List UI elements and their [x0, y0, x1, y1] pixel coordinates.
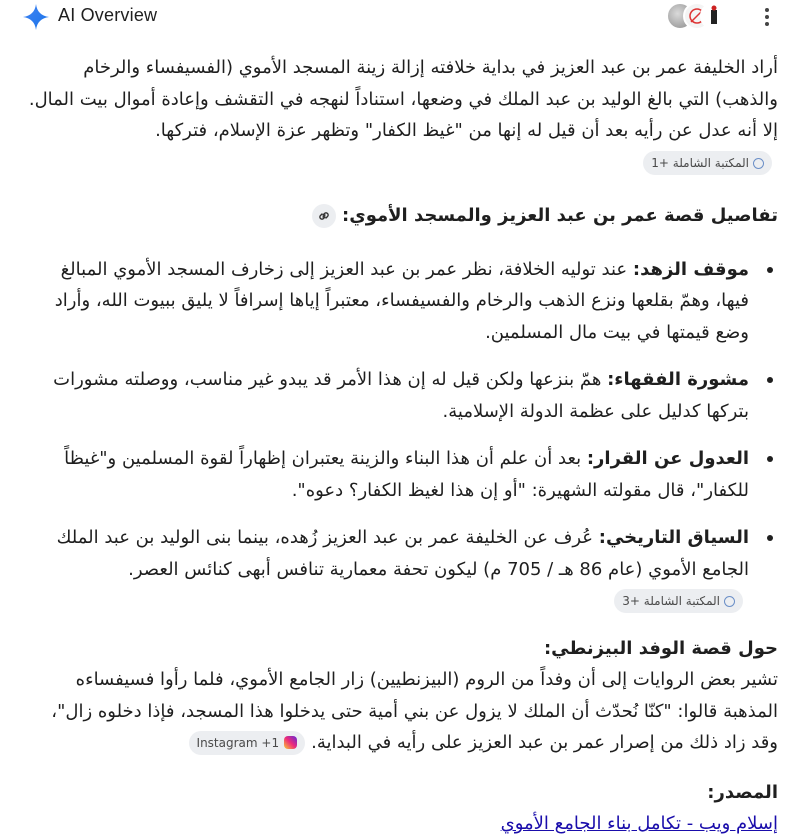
details-title: تفاصيل قصة عمر بن عبد العزيز والمسجد الأموي:	[342, 205, 778, 226]
source-chip[interactable]	[643, 151, 772, 175]
intro-paragraph	[22, 52, 778, 178]
source-avatar	[700, 2, 728, 30]
globe-icon	[724, 596, 735, 607]
source-chip[interactable]	[614, 589, 743, 613]
byzantine-text: تشير بعض الروايات إلى أن وفداً من الروم (البيزنطيين) زار الجامع الأموي، فلما رأوا فسيفساءه المذهبة قالوا: "كنّا نُحدّث أن الملك لا يزول عن بني أمية حتى يدخلوا هذا المسجد، فإذا دخلوه زال"، وقد زاد ذلك من إصرار عمر بن عبد العزيز على رأيه في البداية.	[51, 669, 778, 753]
byzantine-paragraph	[22, 664, 778, 759]
ai-overview-header	[0, 0, 800, 34]
list-item-text: بعد أن علم أن هذا البناء والزينة يعتبران إظهاراً لقوة المسلمين و"غيظاً للكفار"، قال مقولته الشهيرة: "أو إن هذا لغيظ الكفار؟ دعوه".	[64, 448, 749, 501]
list-item	[22, 254, 749, 349]
list-item	[22, 364, 749, 427]
list-item-text: عُرف عن الخليفة عمر بن عبد العزيز زُهده، بينما بنى الوليد بن عبد الملك الجامع الأموي (عام 86 هـ / 705 م) ليكون تحفة معمارية تنافس أبهى كنائس العصر.	[56, 527, 749, 580]
intro-text: والذهب) التي بالغ الوليد بن عبد الملك في وضعها، استناداً لنهجه في التقشف وإعادة أموال بيت المال.	[28, 88, 778, 110]
gemini-sparkle-icon	[22, 3, 50, 31]
list-item-label: العدول عن القرار:	[586, 448, 749, 469]
list-item-label: موقف الزهد:	[632, 258, 749, 280]
list-item	[22, 443, 749, 506]
instagram-icon	[284, 736, 297, 749]
ai-overview-title: AI Overview	[58, 5, 158, 25]
link-icon[interactable]	[312, 204, 336, 228]
list-item-text: همّ بنزعها ولكن قيل له إن هذا الأمر قد يبدو غير مناسب، ووصلته مشورات بتركها كدليل على عظمة الدولة الإسلامية.	[53, 369, 749, 422]
source-paragraph	[22, 808, 778, 840]
source-chip-label: Instagram +1	[196, 736, 280, 750]
globe-icon	[753, 158, 764, 169]
list-item	[22, 522, 749, 617]
more-vert-icon[interactable]	[758, 5, 776, 29]
intro-text: إلا أنه عدل عن رأيه بعد أن قيل له إنها من "غيظ الكفار" وتظهر عزة الإسلام، فتركها.	[155, 120, 778, 141]
source-chip-label: المكتبة الشاملة +3	[622, 594, 720, 608]
source-heading: المصدر:	[707, 781, 778, 803]
byzantine-heading: حول قصة الوفد البيزنطي:	[543, 637, 778, 659]
source-chip-label: المكتبة الشاملة +1	[651, 155, 749, 170]
list-item-text: عند توليه الخلافة، نظر عمر بن عبد العزيز إلى زخارف المسجد الأموي المبالغ فيها، وهمّ بقلعها ونزع الذهب والرخام والفسيفساء، معتبراً إياها إسرافاً لا يليق ببيوت الله، وأراد وضع قيمتها في بيت مال المسلمين.	[54, 258, 749, 343]
list-item-label: السياق التاريخي:	[598, 527, 749, 548]
source-chip[interactable]	[189, 731, 306, 755]
source-avatars[interactable]	[666, 2, 732, 32]
details-heading	[22, 200, 778, 232]
details-list	[22, 254, 778, 617]
list-item-label: مشورة الفقهاء:	[607, 369, 749, 390]
source-link[interactable]: إسلام ويب - تكامل بناء الجامع الأموي	[500, 813, 778, 834]
ai-overview-content	[22, 52, 778, 840]
intro-text: أراد الخليفة عمر بن عبد العزيز في بداية خلافته إزالة زينة المسجد الأموي (الفسيفساء والرخام	[83, 57, 778, 78]
